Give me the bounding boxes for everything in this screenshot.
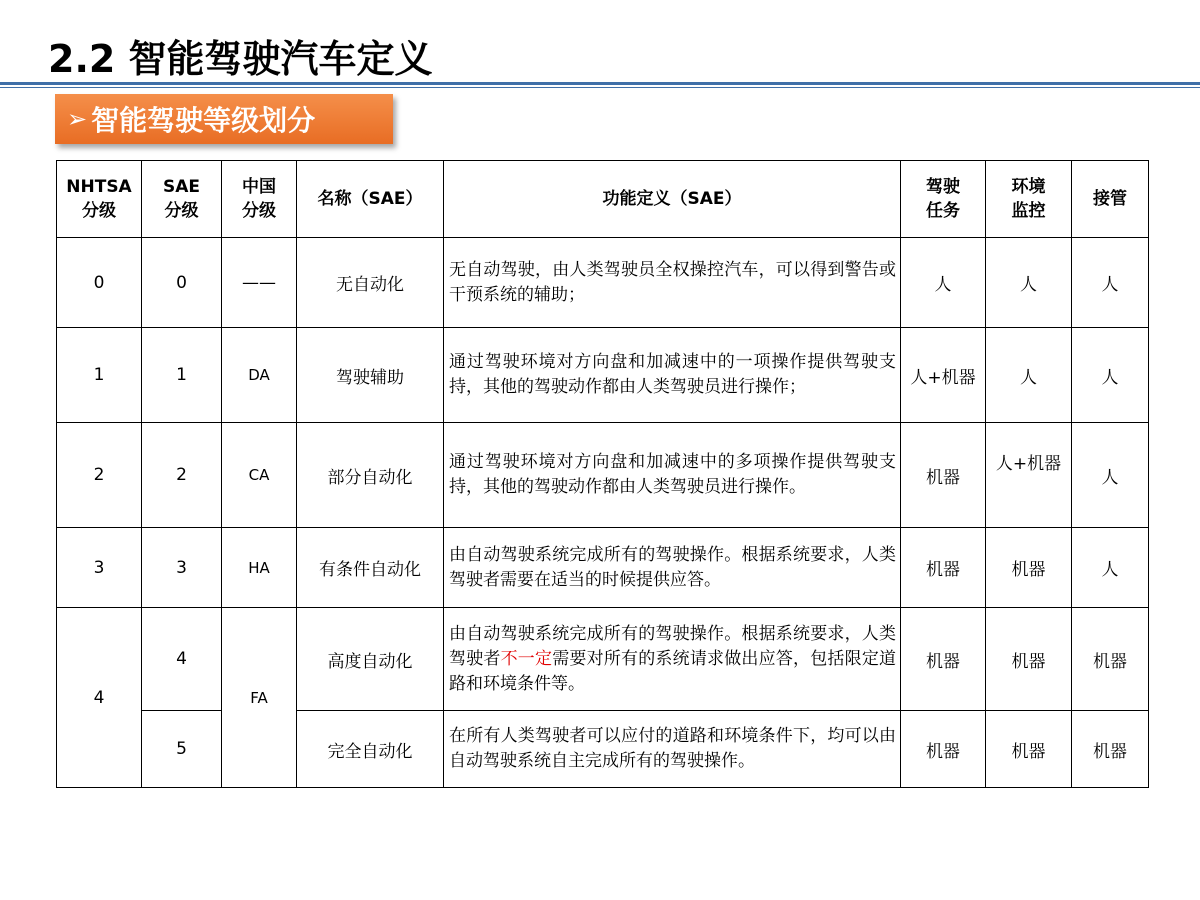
cell-name: 部分自动化 xyxy=(297,423,444,528)
header-definition: 功能定义（SAE） xyxy=(444,161,901,238)
cell-sae: 0 xyxy=(142,238,222,328)
cell-china: FA xyxy=(222,608,297,788)
header-takeover: 接管 xyxy=(1072,161,1149,238)
table-row xyxy=(57,423,1149,528)
cell-definition: 由自动驾驶系统完成所有的驾驶操作。根据系统要求，人类驾驶者需要在适当的时候提供应答。 xyxy=(444,528,901,608)
arrow-bullet-icon: ➢ xyxy=(67,105,88,133)
cell-monitoring: 人 xyxy=(986,328,1072,423)
table-row xyxy=(57,711,1149,788)
cell-takeover: 人 xyxy=(1072,328,1149,423)
cell-sae: 3 xyxy=(142,528,222,608)
cell-name: 有条件自动化 xyxy=(297,528,444,608)
table-row xyxy=(57,238,1149,328)
cell-nhtsa: 0 xyxy=(57,238,142,328)
definition-highlight: 不一定 xyxy=(500,648,553,669)
cell-driving: 机器 xyxy=(901,608,986,711)
table-row xyxy=(57,328,1149,423)
automation-level-table xyxy=(56,160,1149,788)
cell-driving: 人 xyxy=(901,238,986,328)
cell-definition: 由自动驾驶系统完成所有的驾驶操作。根据系统要求，人类驾驶者不一定需要对所有的系统请求做出应答，包括限定道路和环境条件等。 xyxy=(444,608,901,711)
cell-china: DA xyxy=(222,328,297,423)
cell-definition: 在所有人类驾驶者可以应付的道路和环境条件下，均可以由自动驾驶系统自主完成所有的驾驶操作。 xyxy=(444,711,901,788)
cell-takeover: 人 xyxy=(1072,238,1149,328)
cell-monitoring: 机器 xyxy=(986,528,1072,608)
cell-definition: 无自动驾驶，由人类驾驶员全权操控汽车，可以得到警告或干预系统的辅助； xyxy=(444,238,901,328)
cell-monitoring: 机器 xyxy=(986,711,1072,788)
cell-china: CA xyxy=(222,423,297,528)
cell-china: —— xyxy=(222,238,297,328)
cell-name: 无自动化 xyxy=(297,238,444,328)
cell-monitoring: 人 xyxy=(986,238,1072,328)
header-monitoring: 环境 监控 xyxy=(986,161,1072,238)
cell-takeover: 人 xyxy=(1072,423,1149,528)
cell-nhtsa: 1 xyxy=(57,328,142,423)
cell-nhtsa: 3 xyxy=(57,528,142,608)
cell-sae: 4 xyxy=(142,608,222,711)
table-header-row xyxy=(57,161,1149,238)
cell-definition: 通过驾驶环境对方向盘和加减速中的多项操作提供驾驶支持，其他的驾驶动作都由人类驾驶员进行操作。 xyxy=(444,423,901,528)
cell-sae: 5 xyxy=(142,711,222,788)
title-divider xyxy=(0,82,1200,85)
cell-nhtsa: 2 xyxy=(57,423,142,528)
cell-china: HA xyxy=(222,528,297,608)
cell-driving: 机器 xyxy=(901,423,986,528)
header-china: 中国 分级 xyxy=(222,161,297,238)
section-tag xyxy=(55,94,393,144)
cell-name: 完全自动化 xyxy=(297,711,444,788)
cell-takeover: 人 xyxy=(1072,528,1149,608)
cell-sae: 1 xyxy=(142,328,222,423)
table-row xyxy=(57,528,1149,608)
cell-takeover: 机器 xyxy=(1072,608,1149,711)
cell-definition: 通过驾驶环境对方向盘和加减速中的一项操作提供驾驶支持，其他的驾驶动作都由人类驾驶员进行操作； xyxy=(444,328,901,423)
header-name: 名称（SAE） xyxy=(297,161,444,238)
header-nhtsa: NHTSA 分级 xyxy=(57,161,142,238)
cell-monitoring: 人+机器 xyxy=(986,423,1072,528)
title-divider-thin xyxy=(0,87,1200,88)
table-row xyxy=(57,608,1149,711)
cell-name: 驾驶辅助 xyxy=(297,328,444,423)
cell-driving: 机器 xyxy=(901,711,986,788)
cell-takeover: 机器 xyxy=(1072,711,1149,788)
cell-nhtsa: 4 xyxy=(57,608,142,788)
section-label: 智能驾驶等级划分 xyxy=(91,104,316,137)
header-driving-task: 驾驶 任务 xyxy=(901,161,986,238)
cell-sae: 2 xyxy=(142,423,222,528)
header-sae: SAE 分级 xyxy=(142,161,222,238)
page-title: 2.2 智能驾驶汽车定义 xyxy=(48,37,433,81)
cell-name: 高度自动化 xyxy=(297,608,444,711)
cell-driving: 机器 xyxy=(901,528,986,608)
cell-driving: 人+机器 xyxy=(901,328,986,423)
cell-monitoring: 机器 xyxy=(986,608,1072,711)
